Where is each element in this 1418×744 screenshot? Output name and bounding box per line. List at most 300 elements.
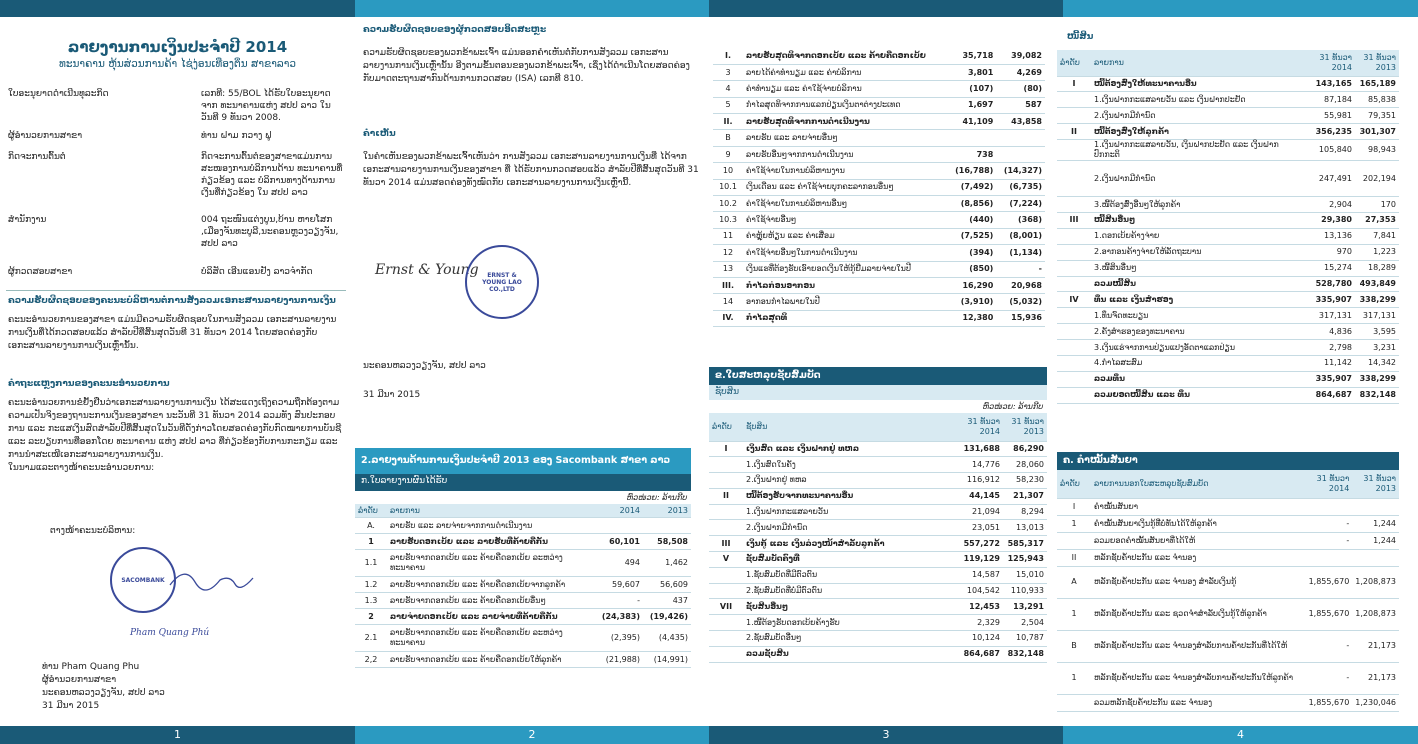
sig-role: ຜູ້ອຳນວຍການສາຂາ [42,675,117,685]
row-label: ກຳໄລກ່ອນອາກອນ [743,277,948,293]
info-value: ບໍລິສັດ ເອີນແອນຢັງ ລາວຈຳກັດ [201,267,313,277]
value-2013: (7,224) [996,196,1045,212]
table-header-row [709,413,1047,441]
table-row [355,609,691,625]
value-2013: 1,223 [1355,244,1399,260]
row-number: II [1057,549,1091,566]
row-label: ຊັບສິນອື່ນໆ [743,599,957,615]
unit-label: ຫົວໜ່ວຍ: ລ້ານກີບ [626,493,687,502]
row-label: ລາຍໄດ້ຄ່າທຳນຽມ ແລະ ຄ່າບໍລິການ [743,64,948,80]
table-row [355,625,691,652]
sig-date: 31 ມີນາ 2015 [42,701,100,711]
col-2013: 31 ທັນວາ 2013 [1355,50,1399,76]
value-2013: 21,307 [1003,488,1047,504]
table-row [355,518,691,534]
value-2013: 3,595 [1355,324,1399,340]
value-2014: 1,855,670 [1298,566,1352,598]
col-2013: 31 ທັນວາ 2013 [1003,413,1047,441]
info-key: ໃບອະນຸຍາດດຳເນີນທຸລະກິດ [8,89,109,99]
row-number: II. [713,114,743,130]
value-2014: 23,051 [957,520,1003,536]
row-label: ຊັບສົມບັດຄົງທີ່ [743,552,957,568]
row-number: 10.2 [713,196,743,212]
value-2013: 1,244 [1352,515,1399,532]
row-number: I [709,441,743,457]
value-2014: 738 [948,146,997,162]
row-number [1057,694,1091,711]
value-2013: 7,841 [1355,228,1399,244]
value-2013: 165,189 [1355,76,1399,92]
table-row [355,534,691,550]
table-row [1057,515,1399,532]
value-2013: 13,291 [1003,599,1047,615]
table-row [1057,244,1399,260]
row-label: ຫລັກຊັບຄ້ຳປະກັນ ແລະ ຈຳນອງ ສຳລັບເງິນກູ້ [1091,566,1298,598]
value-2013: (80) [996,81,1045,97]
section-responsibility [8,295,348,353]
value-2013: (8,001) [996,228,1045,244]
value-2013: 13,013 [1003,520,1047,536]
table-row [1057,212,1399,228]
company-stamp: SACOMBANK [110,547,176,613]
value-2014: 14,587 [957,567,1003,583]
value-2013: 98,943 [1355,140,1399,161]
value-2014: (21,988) [593,652,643,668]
section-heading: ຄຳເຫັນ [363,129,396,139]
table-row [713,114,1045,130]
row-number: VII [709,599,743,615]
row-number [1057,532,1091,549]
col-item: ລາຍການນອກໃບສະຫລຸບຊັບສົມບັດ [1091,470,1298,498]
col-2013: 31 ທັນວາ 2013 [1352,470,1399,498]
row-label: ລາຍຮັບຈາກດອກເບ້ຍ ແລະ ຄ້າຍຄືດອກເບ້ຍ ລະຫວ່າງທະນາຄານ [387,550,593,577]
row-label: ຄ່າໃຊ້ຈ່າຍອື່ນໆ [743,212,948,228]
sig-place: ນະຄອນຫລວງວຽງຈັນ, ສປປ ລາວ [42,688,165,698]
table-row [713,179,1045,195]
value-2013: 18,289 [1355,260,1399,276]
row-label: 2.ເງິນຝາກມີກຳນົດ [743,520,957,536]
value-2014: 335,907 [1307,292,1355,308]
section-heading: ຄວາມຮັບຜິດຊອບຂອງຄະນະບໍລິຫານຕໍ່ການສັງລວມເອກະສານລາຍງານການເງິນ [8,296,336,306]
row-number [1057,276,1091,292]
table-row [709,520,1047,536]
value-2014: 2,798 [1307,340,1355,356]
value-2013: 338,299 [1355,371,1399,387]
row-number: IV [1057,292,1091,308]
value-2014: 59,607 [593,577,643,593]
bs-subtitle: ຊັບສິນ [709,385,1047,400]
value-2014: (394) [948,245,997,261]
row-number: 1 [1057,662,1091,694]
table-row [1057,92,1399,108]
row-label: 4.ກຳໄລສະສົມ [1091,355,1307,371]
income-title: 2.ລາຍງານດ້ານການເງິນປະຈຳປີ 2013 ຂອງ Sacombank ສາຂາ ລາວ [355,448,691,474]
row-number: I. [713,48,743,64]
row-number: 11 [713,228,743,244]
row-label: ຫລັກຊັບຄ້ຳປະກັນ ແລະ ຈຳນອງສຳລັບການຄ້ຳປະກັນທີ່ໄດ້ໃຫ້ [1091,630,1298,662]
table-row [1057,108,1399,124]
row-number: 10.3 [713,212,743,228]
value-2014: 1,855,670 [1298,598,1352,630]
row-number [1057,140,1091,161]
value-2014: 11,142 [1307,355,1355,371]
value-2013: 79,351 [1355,108,1399,124]
row-number: III [1057,212,1091,228]
value-2014: 104,542 [957,583,1003,599]
row-label: ທຶນ ແລະ ເງິນສຳຮອງ [1091,292,1307,308]
table-row [709,473,1047,489]
value-2013: 4,269 [996,64,1045,80]
table-row [1057,161,1399,197]
row-label: ລາຍຮັບຈາກດອກເບ້ຍ ແລະ ຄ້າຍຄືດອກເບ້ຍໃຫ້ລູກຄ້າ [387,652,593,668]
col-no: ລຳດັບ [709,413,743,441]
balance-sheet [709,367,1047,663]
col-2014: 2014 [593,504,643,518]
table-row [713,97,1045,113]
value-2014: 15,274 [1307,260,1355,276]
value-2014: 60,101 [593,534,643,550]
row-number [1057,92,1091,108]
row-label: ອາກອນກຳໄລພາຍໃນປີ [743,294,948,310]
commitments-table [1057,470,1399,712]
col-2014: 31 ທັນວາ 2014 [1298,470,1352,498]
row-label: ລາຍຈ່າຍດອກເບ້ຍ ແລະ ລາຍຈ່າຍທີ່ຄ້າຍຄືກັນ [387,609,593,625]
value-2014: 16,290 [948,277,997,293]
row-label: ກຳໄລສຸດທິຈາກການແລກປ່ຽນເງິນຕາຕ່າງປະເທດ [743,97,948,113]
row-label: ຫລັກຊັບຄ້ຳປະກັນ ແລະ ຈຳນອງ [1091,549,1298,566]
value-2014: 494 [593,550,643,577]
info-key: ຜູ້ອຳນວຍການສາຂາ [8,131,83,141]
table-row [1057,566,1399,598]
row-number: 5 [713,97,743,113]
table-row [1057,260,1399,276]
on-behalf-label: ຕາງໜ້າຄະນະບໍລິຫານ: [50,526,136,536]
row-number: 10.1 [713,179,743,195]
value-2014: 864,687 [957,646,1003,662]
table-row [1057,355,1399,371]
table-row [1057,228,1399,244]
value-2013: 202,194 [1355,161,1399,197]
value-2014: 41,109 [948,114,997,130]
row-label: ລາຍຮັບ ແລະ ລາຍຈ່າຍອື່ນໆ [743,130,948,146]
table-row [709,615,1047,631]
table-row [1057,324,1399,340]
unit-label: ຫົວໜ່ວຍ: ລ້ານກີບ [982,402,1043,411]
row-number: III. [713,277,743,293]
table-row [709,552,1047,568]
value-2014: (107) [948,81,997,97]
table-row [1057,197,1399,213]
table-row [713,277,1045,293]
value-2013: 28,060 [1003,457,1047,473]
row-number [1057,387,1091,403]
row-label: ຄ່າຫຼຸ້ຍຫ້ຽນ ແລະ ຄ່າເສື່ອມ [743,228,948,244]
table-row [709,488,1047,504]
table-row [713,146,1045,162]
value-2014: - [1298,662,1352,694]
value-2013: (5,032) [996,294,1045,310]
value-2013: 14,342 [1355,355,1399,371]
commitments-title: ຄ. ຄຳໝັ້ນສັນຍາ [1057,452,1399,470]
table-row [355,593,691,609]
section-statement [8,378,348,475]
row-label: ລວມຫລັກຊັບຄ້ຳປະກັນ ແລະ ຈຳນອງ [1091,694,1298,711]
section-opinion [363,128,699,190]
row-number [709,504,743,520]
value-2013: 58,508 [643,534,691,550]
row-number: 13 [713,261,743,277]
value-2013: 86,290 [1003,441,1047,457]
info-auditor [8,266,343,278]
value-2014: 12,453 [957,599,1003,615]
income-subtitle: ກ.ໃບລາຍງານຜົນໄດ້ຮັບ [355,474,691,491]
info-key: ສຳນັກງານ [8,215,47,225]
row-label: ກຳໄລສຸດທິ [743,310,948,326]
info-value: 004 ຖະໜົນແຕ່ງບູນ,ບ້ານ ຫາຍໂສກ ,ເມືອງຈັນທະບູລີ,ນະຄອນຫຼວງວຽງຈັນ, ສປປ ລາວ [201,215,339,249]
col-item: ລາຍການ [1091,50,1307,76]
income-continued-table [713,48,1045,327]
row-label: ຄ່າໃຊ້ຈ່າຍໃນການບໍລິຫານອື່ນໆ [743,196,948,212]
row-number [709,615,743,631]
commitments [1057,452,1399,712]
value-2014 [593,518,643,534]
signature-block [42,661,165,713]
value-2014: 131,688 [957,441,1003,457]
row-number [1057,228,1091,244]
row-label: ລວມຊັບສິນ [743,646,957,662]
row-number [709,457,743,473]
row-label: ຄ່າໃຊ້ຈ່າຍອື່ນໆໃນການດຳເນີນງານ [743,245,948,261]
page-number-2: 2 [355,726,709,744]
value-2013: 832,148 [1355,387,1399,403]
table-header-row [1057,470,1399,498]
value-2013: (14,327) [996,163,1045,179]
value-2014: 4,836 [1307,324,1355,340]
row-label: 1.ຊັບສົມບັດທີ່ມີຕົວຕົນ [743,567,957,583]
table-row [709,583,1047,599]
value-2013: 8,294 [1003,504,1047,520]
auditor-signature: Ernst & Young [375,262,479,278]
table-row [713,130,1045,146]
row-number: A. [355,518,387,534]
row-label: 1.ເງິນສົດໃນຄັງ [743,457,957,473]
auditor-stamp: ERNST & YOUNG LAO CO.,LTD [465,245,539,319]
table-row [1057,549,1399,566]
table-row [1057,76,1399,92]
row-number: I [1057,498,1091,515]
section-text: ຄວາມຮັບຜິດຊອບຂອງພວກຂ້າພະເຈົ້າ ແມ່ນອອກຄຳເຫັນຕໍ່ກັບການສັງລວມ ເອກະສານລາຍງານການເງິນເຫຼົ່ານັ້ນ ອີງຕາມຂັ້ນຕອນຂອງພວກຂ້າພະເຈົ້າ, ເຊິ່ງໄດ້ດຳເນີນໂດຍສອດຄ່ອງກັບມາດຕະຖານສາກົນດ້ານການກວດສອບ (ISA) ເລກທີ 810. [363,48,690,84]
row-label: ເງິນກູ້ ແລະ ເງິນລ່ວງໜ້າສຳລັບລູກຄ້າ [743,536,957,552]
value-2013 [996,130,1045,146]
row-number: 9 [713,146,743,162]
row-label: ລວມຍອດຄຳໝັ້ນສັນຍາທີ່ໄດ້ໃຫ້ [1091,532,1298,549]
table-row [1057,498,1399,515]
section-text: ຄະນະອຳນວຍການຂອງສາຂາ ແມ່ນມີຄວາມຮັບຜິດຊອບໃນການສັງລວມ ເອກະສານລາຍງານການເງິນທີ່ໄດ້ກວດສອບແລ້ວ ສຳລັບປີທີ່ສິ້ນສຸດວັນທີ 31 ທັນວາ 2014 ໂດຍສອດຄ່ອງກັບເອກະສານລາຍງານການເງິນເຫຼົ່ານັ້ນ. [8,315,337,351]
row-label: ໜີ້ຕ້ອງສົ່ງໃຫ້ລູກຄ້າ [1091,124,1307,140]
row-label: ເງິນເດືອນ ແລະ ຄ່າໃຊ້ຈ່າຍບຸກຄະລາກອນອື່ນໆ [743,179,948,195]
value-2013: 43,858 [996,114,1045,130]
value-2014 [948,130,997,146]
table-row [1057,694,1399,711]
value-2013: 10,787 [1003,631,1047,647]
row-number: V [709,552,743,568]
row-number [1057,340,1091,356]
value-2014: 119,129 [957,552,1003,568]
row-label: ຄຳໝັ້ນສັນຍາເງິນກູ້ທີ່ບໍ່ທັນໄດ້ໃຫ້ລູກຄ້າ [1091,515,1298,532]
section-auditor [363,24,699,86]
table-row [1057,124,1399,140]
value-2014: 29,380 [1307,212,1355,228]
value-2013: 27,353 [1355,212,1399,228]
table-row [713,294,1045,310]
row-number: B [713,130,743,146]
row-label: ລາຍຮັບຈາກດອກເບ້ຍ ແລະ ຄ້າຍຄືດອກເບ້ຍ ລະຫວ່າງທະນາຄານ [387,625,593,652]
place-text: ນະຄອນຫລວງວຽງຈັນ, ສປປ ລາວ [363,361,486,371]
value-2014: 528,780 [1307,276,1355,292]
table-row [1057,630,1399,662]
value-2013: 1,230,046 [1352,694,1399,711]
value-2013: 317,131 [1355,308,1399,324]
table-row [1057,598,1399,630]
row-number: IV. [713,310,743,326]
value-2014: 87,184 [1307,92,1355,108]
table-row [709,631,1047,647]
info-license [8,88,343,124]
col-no: ລຳດັບ [1057,50,1091,76]
table-row [1057,292,1399,308]
sig-name: ທ່ານ Pham Quang Phu [42,662,140,672]
table-row [355,577,691,593]
section-text: ຄະນະອຳນວຍການຂໍຢັ້ງຢືນວ່າເອກະສານລາຍງານການເງິນ ໄດ້ສະແດງເຖິງຄວາມຖືກຕ້ອງຕາມຄວາມເປັນຈິງຂອງຖານະການເງິນຂອງສາຂາ ນະວັນທີ 31 ທັນວາ 2014 ລວມທັງ ສົນປະກອບການ ແລະ ກະແສເງິນສົດສຳລັບປີທີ່ສິ້ນສຸດໃນວັນທີດັ່ງກ່າວໂດຍສອດຄ່ອງກັບກົດໝາຍການບັນຊີ ແລະ ລະບຽບການທີ່ອອກໂດຍ ທະນາຄານ ແຫ່ງ ສປປ ລາວ ທີ່ກ່ຽວຂ້ອງກັບການກະກຽມ ແລະ ການນຳສະເໜີເອກະສານລາຍງານການເງິນ. [8,398,342,460]
row-label: ລາຍຮັບດອກເບ້ຍ ແລະ ລາຍຮັບທີ່ຄ້າຍຄືກັນ [387,534,593,550]
table-row [709,441,1047,457]
value-2013 [996,146,1045,162]
value-2013 [1352,549,1399,566]
value-2014: 557,272 [957,536,1003,552]
table-row [713,245,1045,261]
value-2013: 1,244 [1352,532,1399,549]
value-2014 [1298,498,1352,515]
value-2014: 970 [1307,244,1355,260]
row-number: 1 [1057,598,1091,630]
row-label: 2.ຊັບສົມບັດທີ່ບໍ່ມີຕົວຕົນ [743,583,957,599]
value-2014: 3,801 [948,64,997,80]
value-2014: (16,788) [948,163,997,179]
value-2013: 832,148 [1003,646,1047,662]
col-item: ລາຍການ [387,504,593,518]
row-number [709,520,743,536]
value-2013: 493,849 [1355,276,1399,292]
page-3 [709,0,1063,726]
row-number: 1 [355,534,387,550]
table-row [1057,662,1399,694]
info-value: ເລກທີ: 55/BOL ໄດ້ຮັບໃບອະນຸຍາດ ຈາກ ທະນາຄານແຫ່ງ ສປປ ລາວ ໃນວັນທີ 9 ທັນວາ 2008. [201,89,331,123]
value-2014: 105,840 [1307,140,1355,161]
info-value: ກິດຈະການຕົ້ນຕໍຂອງສາຂາແມ່ນການສະໜອງການບໍລິການດ້ານ ທະນາຄານທີ່ກ່ຽວຂ້ອງ ແລະ ບໍລິການທາງດ້ານການເງິນທີ່ກ່ຽວຂ້ອງ ໃນ ສປປ ລາວ [201,152,343,198]
row-number: 1.3 [355,593,387,609]
value-2014: (7,492) [948,179,997,195]
row-number: 3 [713,64,743,80]
row-label: ຄ່າໃຊ້ຈ່າຍໃນການບໍລິຫານງານ [743,163,948,179]
value-2014: (440) [948,212,997,228]
value-2014: - [593,593,643,609]
income-statement [355,448,691,668]
table-row [1057,532,1399,549]
row-number: III [709,536,743,552]
table-row [1057,340,1399,356]
col-2013: 2013 [643,504,691,518]
row-number [1057,108,1091,124]
value-2013: - [996,261,1045,277]
section-after: ໃນນາມແລະຕາງໜ້າຄະນະອຳນວຍການ: [8,463,155,473]
value-2014: - [1298,515,1352,532]
row-number: B [1057,630,1091,662]
value-2013: 125,943 [1003,552,1047,568]
liabilities-table [1057,50,1399,404]
table-header-row [1057,50,1399,76]
info-key: ກິດຈະການຕົ້ນຕໍ [8,152,66,162]
value-2013 [643,518,691,534]
value-2013: (19,426) [643,609,691,625]
row-label: ລາຍຮັບ ແລະ ລາຍຈ່າຍຈາກການດຳເນີນງານ [387,518,593,534]
value-2013: 338,299 [1355,292,1399,308]
value-2014: 1,697 [948,97,997,113]
value-2014: 12,380 [948,310,997,326]
table-row [1057,140,1399,161]
divider [6,290,346,291]
table-row [709,536,1047,552]
value-2014: 13,136 [1307,228,1355,244]
value-2013: (6,735) [996,179,1045,195]
row-number [1057,260,1091,276]
value-2014: (2,395) [593,625,643,652]
row-label: ລາຍຮັບຈາກດອກເບ້ຍ ແລະ ຄ້າຍຄືດອກເບ້ຍອື່ນໆ [387,593,593,609]
value-2013: 56,609 [643,577,691,593]
section-heading: ຄວາມຮັບຜິດຊອບຂອງຜູ້ກວດສອບອິດສະຫຼະ [363,25,547,35]
value-2013: 58,230 [1003,473,1047,489]
value-2014: 44,145 [957,488,1003,504]
col-2014: 31 ທັນວາ 2014 [1307,50,1355,76]
row-number [1057,197,1091,213]
value-2013: 587 [996,97,1045,113]
value-2014: (8,856) [948,196,997,212]
row-number: II [709,488,743,504]
row-number: 10 [713,163,743,179]
table-row [1057,387,1399,403]
table-row [1057,308,1399,324]
signer-script-name: Pham Quang Phú [130,628,210,638]
value-2014: 116,912 [957,473,1003,489]
row-label: 1.ເງິນຝາກກະແສລາຍວັນ [743,504,957,520]
table-row [709,646,1047,662]
value-2014: 14,776 [957,457,1003,473]
value-2013 [1352,498,1399,515]
date-text: 31 ມີນາ 2015 [363,390,421,400]
table-row [709,599,1047,615]
value-2013: 2,504 [1003,615,1047,631]
value-2014 [1298,549,1352,566]
row-label: 1.ດອກເບ້ຍຄ້າງຈ່າຍ [1091,228,1307,244]
value-2013: (1,134) [996,245,1045,261]
row-label: ໜີ້ສິນອື່ນໆ [1091,212,1307,228]
row-number [709,473,743,489]
row-label: ຄ່າທຳນຽມ ແລະ ຄ່າໃຊ້ຈ່າຍບໍລິການ [743,81,948,97]
assets-table [709,413,1047,663]
row-number: 2 [355,609,387,625]
row-number: 4 [713,81,743,97]
value-2014: 356,235 [1307,124,1355,140]
table-row [713,310,1045,326]
